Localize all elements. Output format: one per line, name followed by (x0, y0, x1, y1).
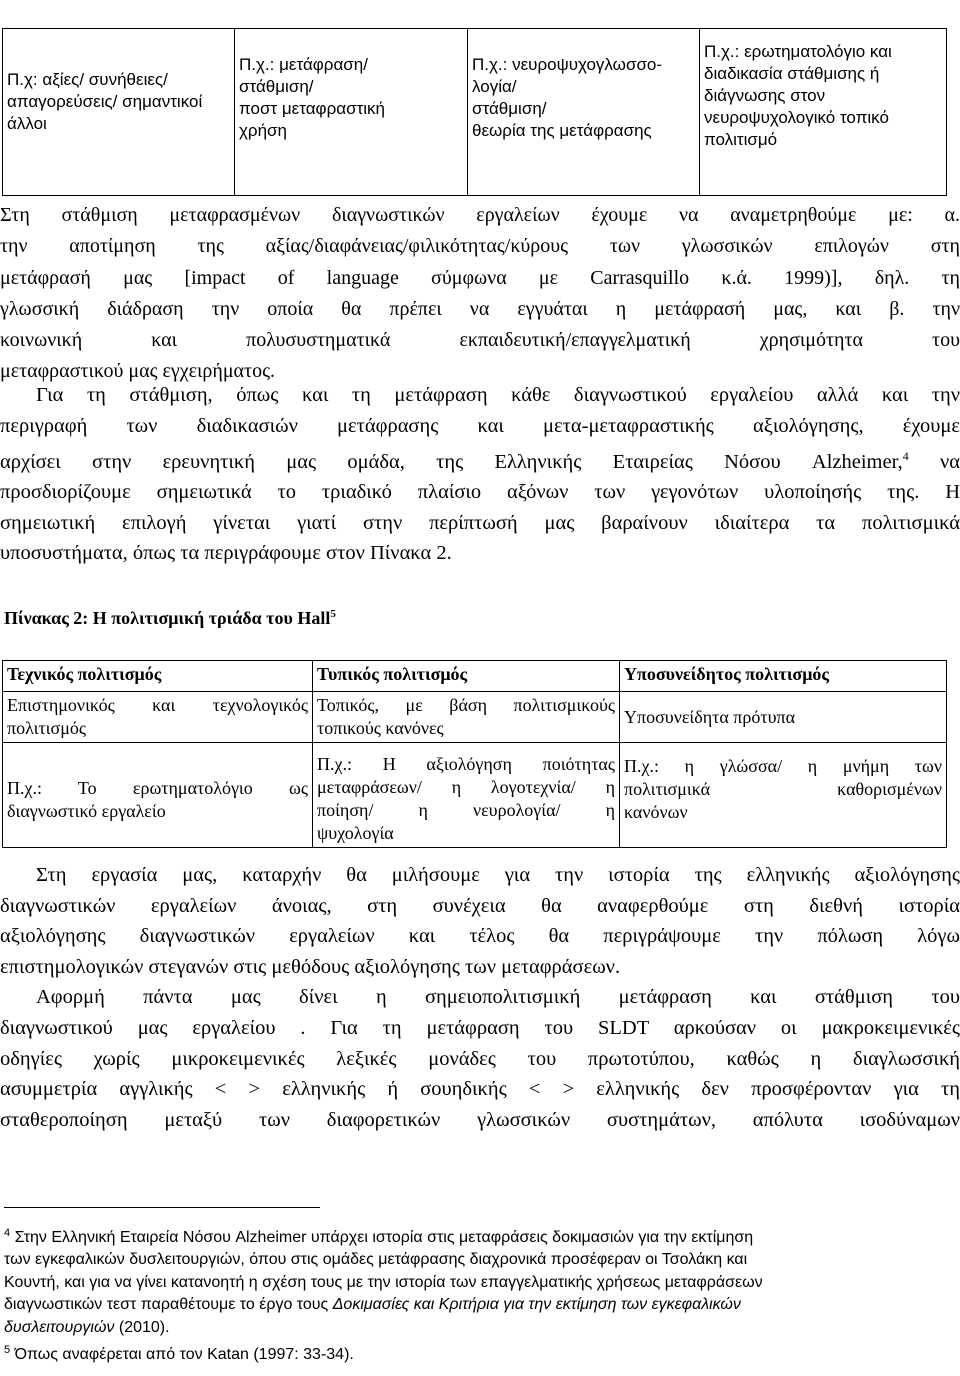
footnote-text: διαγνωστικών τεστ παραθέτουμε το έργο τους (4, 1296, 333, 1314)
cell-line: πολιτισμικά καθορισμένων (624, 779, 942, 799)
table-row (3, 692, 947, 743)
cell-line: Υποσυνείδητα πρότυπα (624, 706, 796, 727)
text-line: κοινωνική και πολυσυστηματικά εκπαιδευτική/επαγγελματική χρησιμότητα του (0, 329, 960, 352)
table-cell-values (3, 29, 235, 196)
text-line: προσδιορίζουμε σημειωτικά το τριαδικό πλαίσιο αξόνων των γεγονότων υλοποίησής της. Η (0, 481, 960, 504)
cell-line: Π.χ.: μετάφραση/ (239, 55, 368, 74)
text-line: διαγνωστικών εργαλείων άνοιας, στη συνέχεια θα αναφερθούμε στη διεθνή ιστορία (0, 894, 960, 917)
table-caption (4, 608, 336, 629)
footnote-ref: 5 (330, 608, 336, 620)
text-line: Στη στάθμιση μεταφρασμένων διαγνωστικών εργαλείων έχουμε να αναμετρηθούμε με: α. (0, 204, 960, 226)
text-line: υποσυστήματα, όπως τα περιγράφουμε στον Πίνακα 2. (0, 542, 452, 565)
footnote-number: 4 (4, 1227, 11, 1239)
cited-work-title: δυσλειτουργιών (4, 1318, 115, 1336)
cell-line: ψυχολογία (317, 823, 394, 843)
text-line: γλωσσική διάδραση την οποία θα πρέπει να εγγυάται η μετάφρασή μας, και β. την (0, 297, 960, 320)
cited-work-title: Δοκιμασίες και Κριτήρια για την εκτίμηση των εγκεφαλικών (332, 1296, 741, 1314)
text-line: Για τη στάθμιση, όπως και τη μετάφραση κάθε διαγνωστικού εργαλείου αλλά και την (36, 384, 960, 406)
paragraph-weighting (0, 380, 960, 569)
table-row (3, 743, 947, 848)
hall-triad-table (2, 660, 947, 848)
table-cell (313, 743, 620, 848)
table-cell (3, 692, 313, 743)
cell-line: Επιστημονικός και τεχνολογικός (7, 695, 308, 715)
text-line: αξιολόγησης διαγνωστικών εργαλείων και τέλος θα περιγράψουμε την πόλωση λόγω (0, 925, 960, 948)
text-line: περιγραφή των διαδικασιών μετάφρασης και μετα-μεταφραστικής αξιολόγησης, έχουμε (0, 414, 960, 437)
column-header: Τυπικός πολιτισμός (313, 661, 620, 692)
footnote-text: των εγκεφαλικών δυσλειτουργιών, όπου στις ομάδες μετάφρασης διαχρονικά προσέφεραν οι Τσολάκη και (4, 1251, 748, 1269)
text-line: την αποτίμηση της αξίας/διαφάνειας/φιλικότητας/κύρους των γλωσσικών επιλογών στη (0, 235, 960, 258)
caption-text: Πίνακας 2: Η πολιτισμική τριάδα του Hall (4, 608, 331, 628)
cell-line: ποστ μεταφραστική (239, 99, 386, 118)
cell-line: διαδικασία στάθμισης ή (704, 64, 880, 83)
cell-line: Π.χ.: νευροψυχογλωσσο- (472, 55, 663, 74)
footnotes (4, 1222, 954, 1366)
cell-line: πολιτισμό (704, 130, 778, 149)
text-line: σταθεροποίηση μεταξύ των διαφορετικών γλωσσικών συστημάτων, απόλυτα ισοδύναμων (0, 1108, 960, 1131)
cell-line: Π.χ.: ερωτηματολόγιο και (704, 42, 892, 61)
cell-line: Π.χ.: Η αξιολόγηση ποιότητας (317, 754, 615, 774)
cell-line: θεωρία της μετάφρασης (472, 121, 652, 140)
cell-line: μεταφράσεων/ η λογοτεχνία/ η (317, 777, 615, 797)
footnote-number: 5 (4, 1344, 11, 1357)
text-line: μετάφρασή μας [impact of language σύμφωνα με Carrasquillo κ.ά. 1999)], δηλ. τη (0, 266, 960, 289)
cell-line: διάγνωσης στον (704, 86, 826, 105)
cell-line: διαγνωστικό εργαλείο (7, 801, 166, 821)
table-header-row (3, 661, 947, 692)
table-cell (620, 743, 947, 848)
cell-line: άλλοι (7, 114, 47, 133)
table-cell (313, 692, 620, 743)
cell-line: στάθμιση/ (239, 77, 314, 96)
text-line: Στη εργασία μας, καταρχήν θα μιλήσουμε για την ιστορία της ελληνικής αξιολόγησης (36, 864, 960, 886)
table-cell (620, 692, 947, 743)
text-line-with-footnote (0, 441, 960, 477)
cell-line: Π.χ.: η γλώσσα/ η μνήμη των (624, 756, 942, 776)
text-line: να (940, 450, 960, 473)
footnote-text: Στην Ελληνική Εταιρεία Νόσου Alzheimer υπάρχει ιστορία στις μεταφράσεις δοκιμασιών για την εκτίμηση (14, 1229, 754, 1246)
footnote-text: Κουντή, και για να γίνει κατανοητή η σχέση τους με την ιστορία των επαγγελματικής χρήσεως μεταφράσεων (4, 1273, 763, 1291)
text-line: επιστημολογικών στεγανών στις μεθόδους αξιολόγησης των μεταφράσεων. (0, 955, 621, 978)
table-cell-neuropsycholinguistics (468, 29, 700, 196)
cell-line: πολιτισμός (7, 718, 86, 738)
cell-line: Π.χ.: Το ερωτηματολόγιο ως (7, 778, 308, 798)
column-header: Τεχνικός πολιτισμός (3, 661, 313, 692)
text-line: διαγνωστικού μας εργαλείου . Για τη μετάφραση του SLDT αρκούσαν οι μακροκειμενικές (0, 1016, 960, 1039)
cell-line: Τοπικός, με βάση πολιτισμικούς (317, 695, 615, 715)
footnote-ref: 4 (902, 449, 909, 463)
cell-line: απαγορεύσεις/ σημαντικοί (7, 92, 203, 111)
cell-line: τοπικούς κανόνες (317, 718, 444, 738)
cell-line: κανόνων (624, 802, 688, 822)
text-line: αρχίσει στην ερευνητική μας ομάδα, της Ελληνικής Εταιρείας Νόσου Alzheimer, (0, 450, 903, 473)
footnote-5 (4, 1339, 954, 1366)
table-cell-questionnaire (700, 29, 947, 196)
cell-line: ποίηση/ η νευρολογία/ η (317, 800, 615, 820)
paragraph-intro (0, 200, 960, 388)
footnote-divider (4, 1207, 320, 1208)
footnote-text: (2010). (114, 1318, 170, 1336)
table-cell (3, 743, 313, 848)
footnote-text: Όπως αναφέρεται από τον Katan (1997: 33-34). (14, 1346, 354, 1364)
cell-line: νευροψυχολογικό τοπικό (704, 108, 889, 127)
text-line: Αφορμή πάντα μας δίνει η σημειοπολιτισμική μετάφραση και στάθμιση του (36, 986, 960, 1009)
table-cell-translation (235, 29, 468, 196)
text-line: ασυμμετρία αγγλικής < > ελληνικής ή σουηδικής < > ελληνικής δεν προσφέρονταν για τη (0, 1078, 960, 1101)
cell-line: χρήση (239, 121, 287, 140)
examples-table (2, 28, 947, 196)
cell-line: Π.χ: αξίες/ συνήθειες/ (7, 70, 168, 89)
text-line: σημειωτική επιλογή γίνεται γιατί στην περίπτωσή μας βαραίνουν ιδιαίτερα τα πολιτισμικά (0, 511, 960, 534)
cell-line: στάθμιση/ (472, 99, 547, 118)
cell-line: λογία/ (472, 77, 517, 96)
text-line: μεταφραστικού μας εγχειρήματος. (0, 360, 275, 383)
table-row (3, 29, 947, 196)
paragraph-history (0, 860, 960, 1135)
text-line: οδηγίες χωρίς μικροκειμενικές λεξικές μονάδες του πρωτοτύπου, καθώς η διαγλωσσική (0, 1047, 960, 1070)
footnote-4 (4, 1222, 954, 1339)
column-header: Υποσυνείδητος πολιτισμός (620, 661, 947, 692)
